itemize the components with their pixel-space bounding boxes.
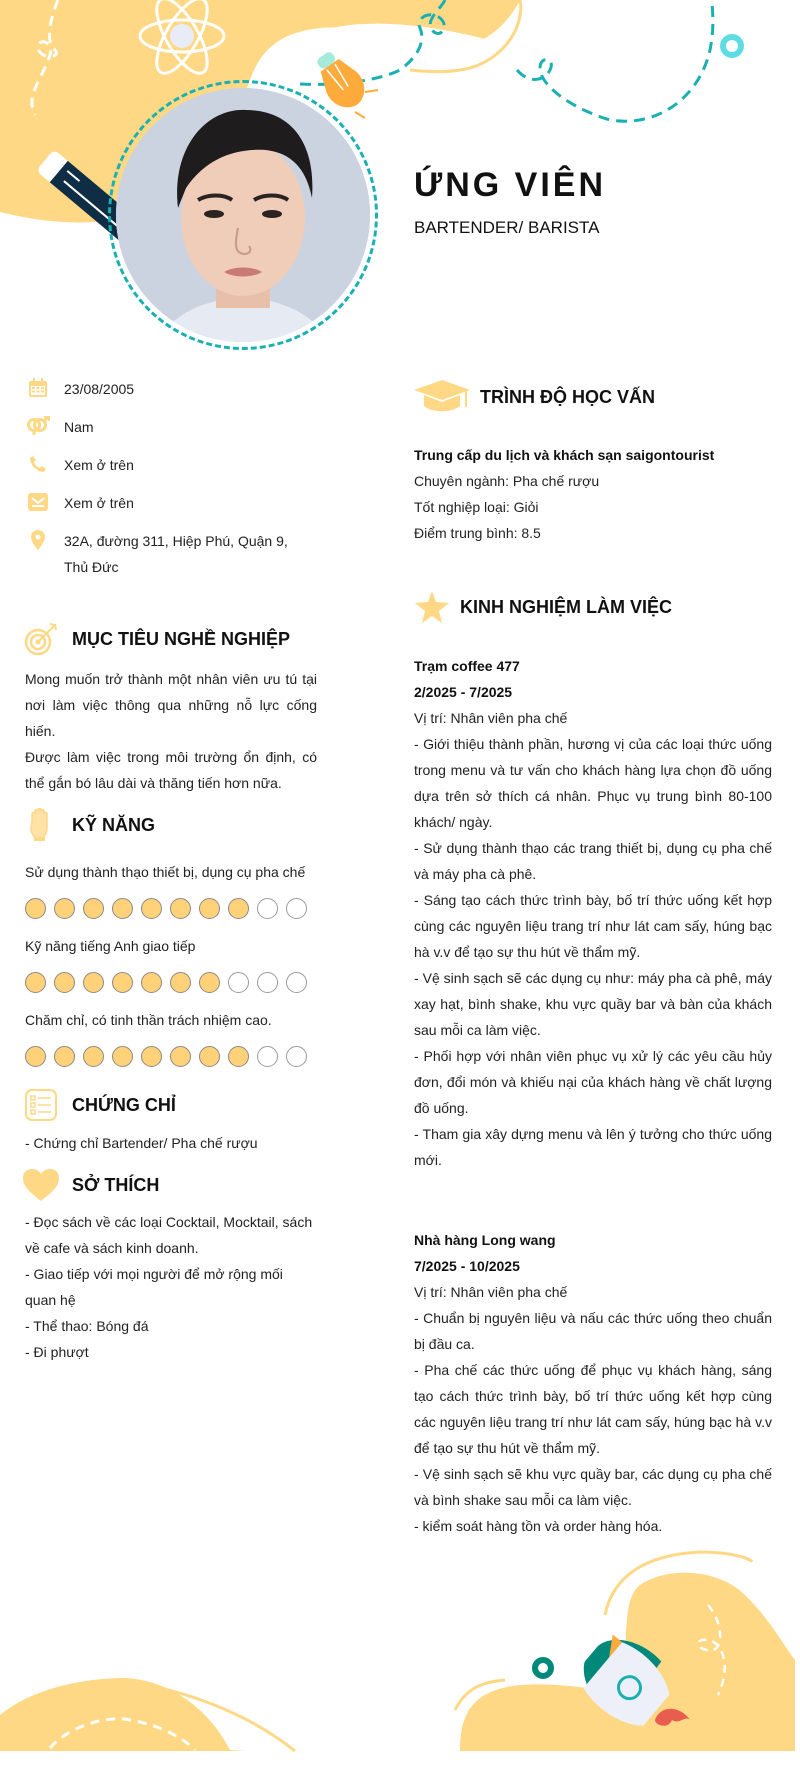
heart-icon bbox=[22, 1166, 60, 1204]
skill-rating bbox=[25, 972, 307, 993]
section-hobbies-header bbox=[22, 1166, 159, 1204]
hand-icon bbox=[22, 806, 60, 844]
rating-dot-filled bbox=[141, 1046, 162, 1067]
skill-rating bbox=[25, 1046, 307, 1067]
skill-label: Sử dụng thành thạo thiết bị, dụng cụ pha chế bbox=[25, 864, 306, 880]
contact-phone: Xem ở trên bbox=[26, 452, 314, 478]
candidate-name: ỨNG VIÊN bbox=[414, 166, 607, 204]
job-period: 2/2025 - 7/2025 bbox=[414, 684, 513, 700]
rating-dot-filled bbox=[170, 972, 191, 993]
hobby-item: - Đi phượt bbox=[25, 1344, 89, 1360]
portrait-photo bbox=[116, 88, 370, 342]
skill-rating bbox=[25, 898, 307, 919]
job-duty: - Sáng tạo cách thức trình bày, bố trí thức uống kết hợp cùng các nguyên liệu trang trí như lát cam sấy, húng bạc hà v.v để tạo sự thu hút về thẩm mỹ. bbox=[414, 892, 772, 960]
rating-dot-empty bbox=[257, 972, 278, 993]
job-position: Vị trí: Nhân viên pha chế bbox=[414, 710, 568, 726]
rating-dot-filled bbox=[170, 1046, 191, 1067]
rating-dot-filled bbox=[25, 898, 46, 919]
rating-dot-empty bbox=[286, 1046, 307, 1067]
section-experience-header bbox=[414, 588, 672, 626]
school-name: Trung cấp du lịch và khách sạn saigontourist bbox=[414, 447, 715, 463]
rating-dot-filled bbox=[54, 1046, 75, 1067]
target-icon bbox=[22, 620, 60, 658]
hobby-item: - Đọc sách về các loại Cocktail, Mocktail, sách về cafe và sách kinh doanh. bbox=[25, 1214, 313, 1256]
job-entry bbox=[414, 653, 772, 1173]
job-period: 7/2025 - 10/2025 bbox=[414, 1258, 520, 1274]
job-position: Vị trí: Nhân viên pha chế bbox=[414, 1284, 568, 1300]
calendar-icon bbox=[26, 376, 50, 400]
section-title: KINH NGHIỆM LÀM VIỆC bbox=[460, 596, 673, 617]
footer-decoration bbox=[0, 1540, 795, 1760]
email-icon bbox=[26, 490, 50, 514]
rating-dot-filled bbox=[83, 1046, 104, 1067]
hobby-item: - Giao tiếp với mọi người để mở rộng mối quan hệ bbox=[25, 1266, 283, 1308]
job-duty: - Phối hợp với nhân viên phục vụ xử lý các yêu cầu hủy đơn, đổi món và khiếu nại của khách hàng về chất lượng đồ uống. bbox=[414, 1048, 772, 1116]
rating-dot-empty bbox=[257, 1046, 278, 1067]
rating-dot-filled bbox=[199, 898, 220, 919]
rating-dot-filled bbox=[25, 1046, 46, 1067]
rating-dot-empty bbox=[228, 972, 249, 993]
graduation-cap-icon bbox=[414, 378, 470, 416]
rating-dot-filled bbox=[141, 898, 162, 919]
location-pin-icon bbox=[26, 528, 50, 552]
job-duty: - Sử dụng thành thạo các trang thiết bị, dụng cụ pha chế và máy pha cà phê. bbox=[414, 840, 772, 882]
rating-dot-filled bbox=[25, 972, 46, 993]
contact-birthdate: 23/08/2005 bbox=[26, 376, 314, 402]
section-title: SỞ THÍCH bbox=[72, 1174, 160, 1195]
rating-dot-filled bbox=[112, 972, 133, 993]
job-duty: - Tham gia xây dựng menu và lên ý tưởng cho thức uống mới. bbox=[414, 1126, 772, 1168]
job-entry bbox=[414, 1227, 772, 1539]
section-objective-header bbox=[22, 620, 290, 658]
job-duty: - Vệ sinh sạch sẽ các dụng cụ như: máy pha cà phê, máy xay hạt, bình shake, khu vực quầy bar và bàn của khách sau mỗi ca làm việc. bbox=[414, 970, 772, 1038]
section-certificates-header bbox=[22, 1086, 176, 1124]
rating-dot-empty bbox=[257, 898, 278, 919]
rating-dot-filled bbox=[199, 972, 220, 993]
education-details: Trung cấp du lịch và khách sạn saigontourist Chuyên ngành: Pha chế rượu Tốt nghiệp loại: Giỏi Điểm trung bình: 8.5 bbox=[414, 442, 774, 546]
certificate-item: - Chứng chỉ Bartender/ Pha chế rượu bbox=[25, 1135, 258, 1151]
rating-dot-filled bbox=[228, 1046, 249, 1067]
rating-dot-filled bbox=[83, 972, 104, 993]
hobby-list bbox=[25, 1209, 317, 1365]
gender-icon bbox=[26, 414, 50, 438]
rating-dot-filled bbox=[112, 1046, 133, 1067]
rating-dot-filled bbox=[112, 898, 133, 919]
checklist-icon bbox=[22, 1086, 60, 1124]
section-education-header bbox=[414, 378, 655, 416]
skill-label: Kỹ năng tiếng Anh giao tiếp bbox=[25, 938, 196, 954]
certificate-list bbox=[25, 1130, 317, 1156]
contact-address: 32A, đường 311, Hiệp Phú, Quận 9, Thủ Đức bbox=[26, 528, 314, 580]
rating-dot-filled bbox=[141, 972, 162, 993]
candidate-role: BARTENDER/ BARISTA bbox=[414, 218, 600, 237]
section-title: KỸ NĂNG bbox=[72, 814, 156, 835]
job-duty: - Chuẩn bị nguyên liệu và nấu các thức uống theo chuẩn bị đầu ca. bbox=[414, 1310, 772, 1352]
rating-dot-filled bbox=[199, 1046, 220, 1067]
hobby-item: - Thể thao: Bóng đá bbox=[25, 1318, 149, 1334]
contact-gender: Nam bbox=[26, 414, 314, 440]
job-company: Trạm coffee 477 bbox=[414, 658, 520, 674]
phone-icon bbox=[26, 452, 50, 476]
rating-dot-filled bbox=[83, 898, 104, 919]
rating-dot-filled bbox=[170, 898, 191, 919]
rating-dot-filled bbox=[54, 898, 75, 919]
rating-dot-empty bbox=[286, 972, 307, 993]
rating-dot-empty bbox=[286, 898, 307, 919]
job-duty: - Vệ sinh sạch sẽ khu vực quầy bar, các dụng cụ pha chế và bình shake sau mỗi ca làm việc. bbox=[414, 1466, 772, 1508]
job-duty: - kiểm soát hàng tồn và order hàng hóa. bbox=[414, 1518, 663, 1534]
section-title: CHỨNG CHỈ bbox=[72, 1094, 176, 1115]
section-title: MỤC TIÊU NGHỀ NGHIỆP bbox=[72, 628, 291, 649]
skill-label: Chăm chỉ, có tinh thần trách nhiệm cao. bbox=[25, 1012, 272, 1028]
section-title: TRÌNH ĐỘ HỌC VẤN bbox=[480, 386, 655, 407]
job-duty: - Giới thiệu thành phần, hương vị của các loại thức uống trong menu và tư vấn cho khách hàng lựa chọn đồ uống dựa trên sở thích cá nhân. Phục vụ trung bình 80-100 khách/ ngày. bbox=[414, 736, 772, 830]
contact-email: Xem ở trên bbox=[26, 490, 314, 516]
section-skills-header bbox=[22, 806, 155, 844]
rating-dot-filled bbox=[54, 972, 75, 993]
rating-dot-filled bbox=[228, 898, 249, 919]
job-company: Nhà hàng Long wang bbox=[414, 1232, 556, 1248]
objective-text: Mong muốn trở thành một nhân viên ưu tú tại nơi làm việc thông qua những nỗ lực cống hiến. Được làm việc trong môi trường ổn định, có thể gắn bó lâu dài và thăng tiến hơn nữa. bbox=[25, 671, 317, 791]
avatar bbox=[116, 88, 370, 342]
job-duty: - Pha chế các thức uống để phục vụ khách hàng, sáng tạo cách thức trình bày, bố trí thức uống kết hợp cùng các nguyên liệu trang trí như lát cam sấy, húng bạc hà v.v để tạo sự thu hút về thẩm mỹ. bbox=[414, 1362, 772, 1456]
star-icon bbox=[414, 588, 450, 626]
